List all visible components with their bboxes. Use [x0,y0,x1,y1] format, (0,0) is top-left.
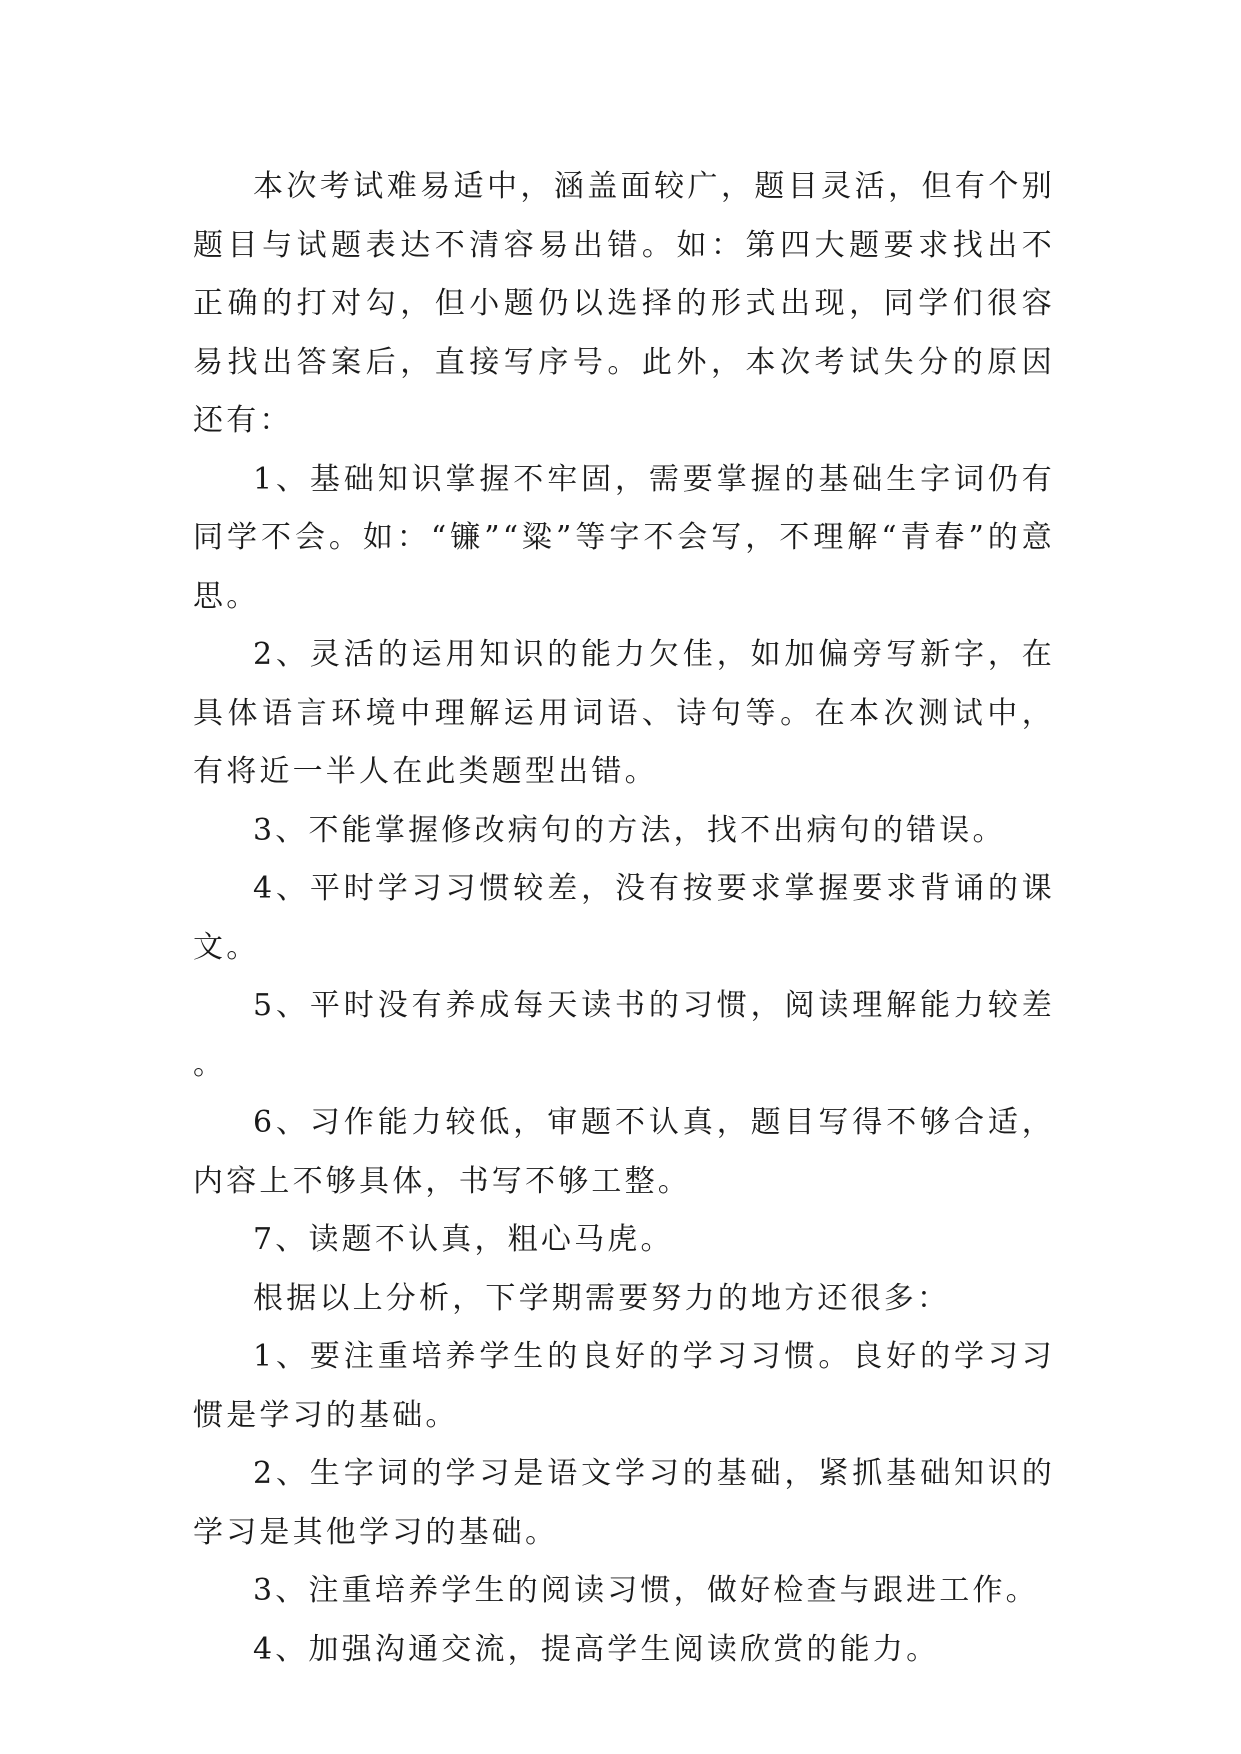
paragraph-plan-1: 1、要注重培养学生的良好的学习习惯。良好的学习习惯是学习的基础。 [193,1339,1055,1433]
paragraph-plan-2: 2、生字词的学习是语文学习的基础，紧抓基础知识的学习是其他学习的基础。 [193,1456,1055,1550]
paragraph-plan-4: 4、加强沟通交流，提高学生阅读欣赏的能力。 [253,1631,940,1667]
paragraph-plan-intro: 根据以上分析，下学期需要努力的地方还很多： [253,1280,951,1316]
paragraph-reason-1: 1、基础知识掌握不牢固，需要掌握的基础生字词仍有同学不会。如：“镰”“粱”等字不会写，不理解“青春”的意思。 [193,461,1055,614]
paragraph-reason-7: 7、读题不认真，粗心马虎。 [253,1222,674,1257]
document-body [193,158,1055,1679]
paragraph-reason-4: 4、平时学习习惯较差，没有按要求掌握要求背诵的课文。 [193,871,1055,965]
paragraph-reason-5: 5、平时没有养成每天读书的习惯，阅读理解能力较差。 [193,988,1055,1082]
paragraph-intro: 本次考试难易适中，涵盖面较广，题目灵活，但有个别题目与试题表达不清容易出错。如：第四大题要求找出不正确的打对勾，但小题仍以选择的形式出现，同学们很容易找出答案后，直接写序号。此外，本次考试失分的原因还有： [193,169,1055,438]
paragraph-reason-6: 6、习作能力较低，审题不认真，题目写得不够合适，内容上不够具体，书写不够工整。 [193,1105,1055,1199]
paragraph-plan-3: 3、注重培养学生的阅读习惯，做好检查与跟进工作。 [253,1573,1039,1608]
paragraph-reason-2: 2、灵活的运用知识的能力欠佳，如加偏旁写新字，在具体语言环境中理解运用词语、诗句等。在本次测试中，有将近一半人在此类题型出错。 [193,637,1055,789]
paragraph-reason-3: 3、不能掌握修改病句的方法，找不出病句的错误。 [253,812,1006,848]
